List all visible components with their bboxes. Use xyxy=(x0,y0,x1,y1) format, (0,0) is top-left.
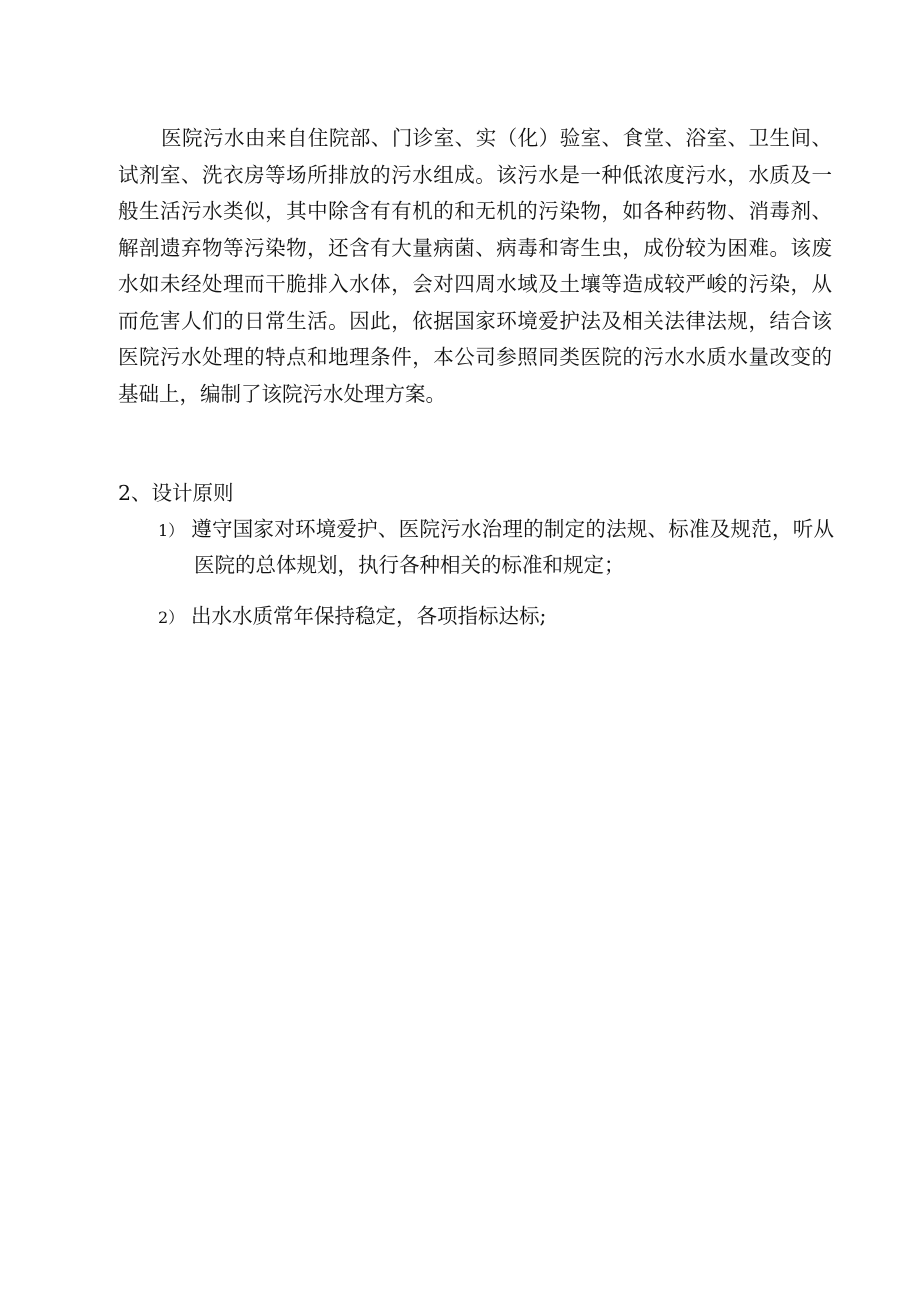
principle-number: 2） xyxy=(158,608,185,627)
principle-text: 出水水质常年保持稳定，各项指标达标; xyxy=(191,604,547,628)
principle-text: 遵守国家对环境爱护、医院污水治理的制定的法规、标准及规范，听从医院的总体规划，执行各种相关的标准和规定； xyxy=(191,517,834,577)
section-heading-design-principles: 2、设计原则 xyxy=(118,481,234,505)
principle-item-1 xyxy=(158,512,834,582)
intro-paragraph: 医院污水由来自住院部、门诊室、实（化）验室、食堂、浴室、卫生间、试剂室、洗衣房等场所排放的污水组成。该污水是一种低浓度污水，水质及一般生活污水类似，其中除含有有机的和无机的污染物，如各种药物、消毒剂、解剖遗弃物等污染物，还含有大量病菌、病毒和寄生虫，成份较为困难。该废水如未经处理而干脆排入水体，会对四周水域及土壤等造成较严峻的污染，从而危害人们的日常生活。因此，依据国家环境爱护法及相关法律法规，结合该医院污水处理的特点和地理条件，本公司参照同类医院的污水水质水量改变的基础上，编制了该院污水处理方案。 xyxy=(118,126,832,406)
principle-number: 1） xyxy=(158,521,185,540)
principle-item-2 xyxy=(158,599,834,635)
